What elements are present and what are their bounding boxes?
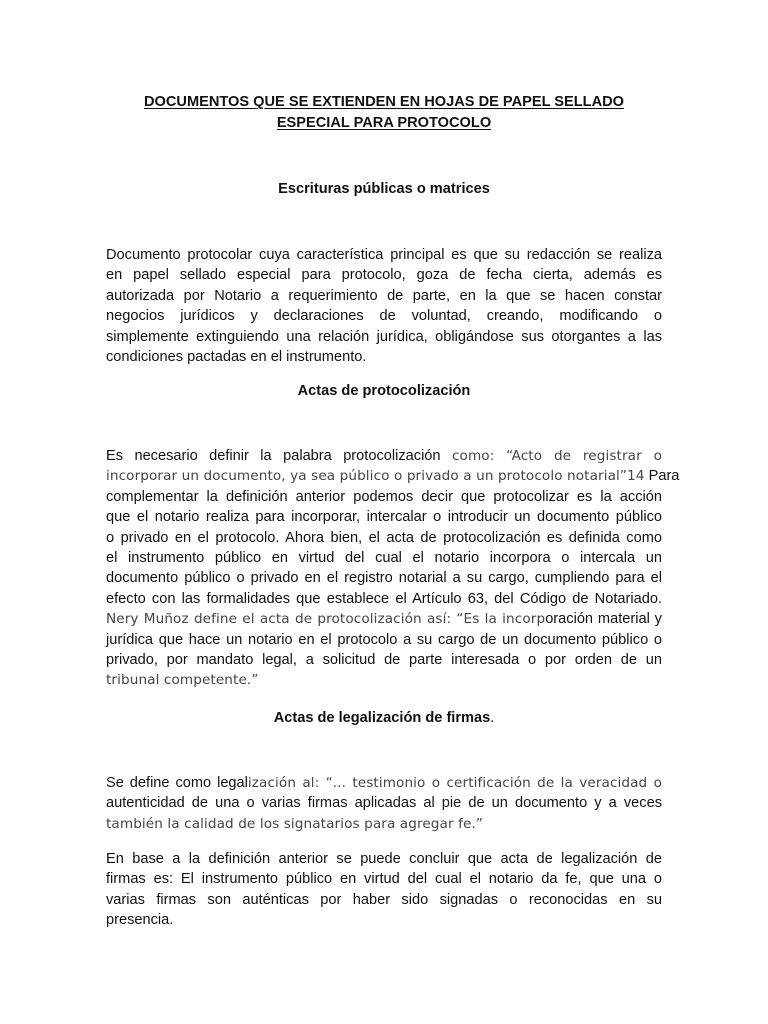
quote-run: ización al: “... testimonio o certificación de la veracidad o — [247, 775, 663, 791]
document-title — [106, 92, 662, 134]
heading-protocolizacion: Actas de protocolización — [297, 383, 471, 399]
quote-run: Nery Muñoz define el acta de protocolización así: “Es la incorp — [106, 611, 546, 628]
paragraph-line: en papel sellado especial para protocolo, goza de fecha cierta, además es — [106, 267, 662, 284]
paragraph-line: o privado en el protocolo. Ahora bien, el acta de protocolización es definida como — [106, 529, 662, 546]
paragraph-line: jurídica que hace un notario en el protocolo a su cargo de un documento público o — [106, 631, 662, 648]
paragraph-line: que el notario realiza para incorporar, intercalar o introducir un documento público — [106, 509, 662, 526]
paragraph-line — [106, 773, 662, 793]
document-title-line-2: ESPECIAL PARA PROTOCOLO — [276, 115, 492, 131]
heading-legalizacion — [106, 708, 662, 728]
paragraph-line: simplemente extinguiendo una relación jurídica, obligándose sus otorgantes a las — [106, 328, 662, 345]
paragraph-line: tribunal competente.” — [106, 672, 259, 689]
paragraph-line — [106, 609, 662, 629]
paragraph-line: presencia. — [106, 912, 174, 929]
paragraph-line: condiciones pactadas en el instrumento. — [106, 349, 367, 366]
paragraph-line: En base a la definición anterior se puede concluir que acta de legalización de — [106, 851, 662, 867]
text-run: Es necesario definir la palabra protocolización — [106, 448, 452, 464]
heading-escrituras: Escrituras públicas o matrices — [278, 181, 490, 197]
paragraph-legalizacion-definition — [106, 773, 662, 834]
paragraph-line: autenticidad de una o varias firmas aplicadas al pie de un documento y a veces — [106, 795, 662, 812]
paragraph-line: también la calidad de los signatarios para agregar fe.” — [106, 815, 483, 832]
paragraph-line: complementar la definición anterior podemos decir que protocolizar es la acción — [106, 488, 662, 505]
text-run: Se define como legal — [106, 775, 248, 791]
quote-run: como: “Acto de registrar o — [451, 448, 662, 464]
paragraph-line: privado, por mandato legal, a solicitud de parte interesada o por orden de un — [106, 652, 662, 669]
paragraph-line: efecto con las formalidades que establece el Artículo 63, del Código de Notariado. — [106, 590, 662, 607]
paragraph-line: varias firmas son auténticas por haber sido signadas o reconocidas en su — [106, 891, 662, 908]
paragraph-line: Documento protocolar cuya característica principal es que su redacción se realiza — [106, 247, 662, 263]
paragraph-line: autorizada por Notario a requerimiento de parte, en la que se hacen constar — [106, 287, 662, 304]
paragraph-line: firmas es: El instrumento público en virtud del cual el notario da fe, que una o — [106, 871, 662, 888]
heading-text: Actas de legalización de firmas — [273, 710, 491, 726]
quote-run: incorporar un documento, ya sea público o privado a un protocolo notarial”14 — [106, 468, 645, 485]
document-title-line-1: DOCUMENTOS QUE SE EXTIENDEN EN HOJAS DE PAPEL SELLADO — [143, 94, 625, 110]
paragraph-line — [106, 446, 662, 466]
paragraph-line: el instrumento público en virtud del cual el notario incorpora o intercala un — [106, 550, 662, 567]
paragraph-escrituras — [106, 245, 662, 367]
text-run: oración material y — [545, 611, 662, 628]
paragraph-line — [106, 466, 680, 486]
paragraph-legalizacion-conclusion — [106, 849, 662, 931]
text-run: Para — [644, 468, 680, 485]
paragraph-line: negocios jurídicos y declaraciones de voluntad, creando, modificando o — [106, 308, 662, 325]
heading-period: . — [490, 710, 495, 726]
paragraph-line: documento público o privado en el registro notarial a su cargo, cumpliendo para el — [106, 570, 662, 587]
paragraph-protocolizacion — [106, 446, 680, 691]
